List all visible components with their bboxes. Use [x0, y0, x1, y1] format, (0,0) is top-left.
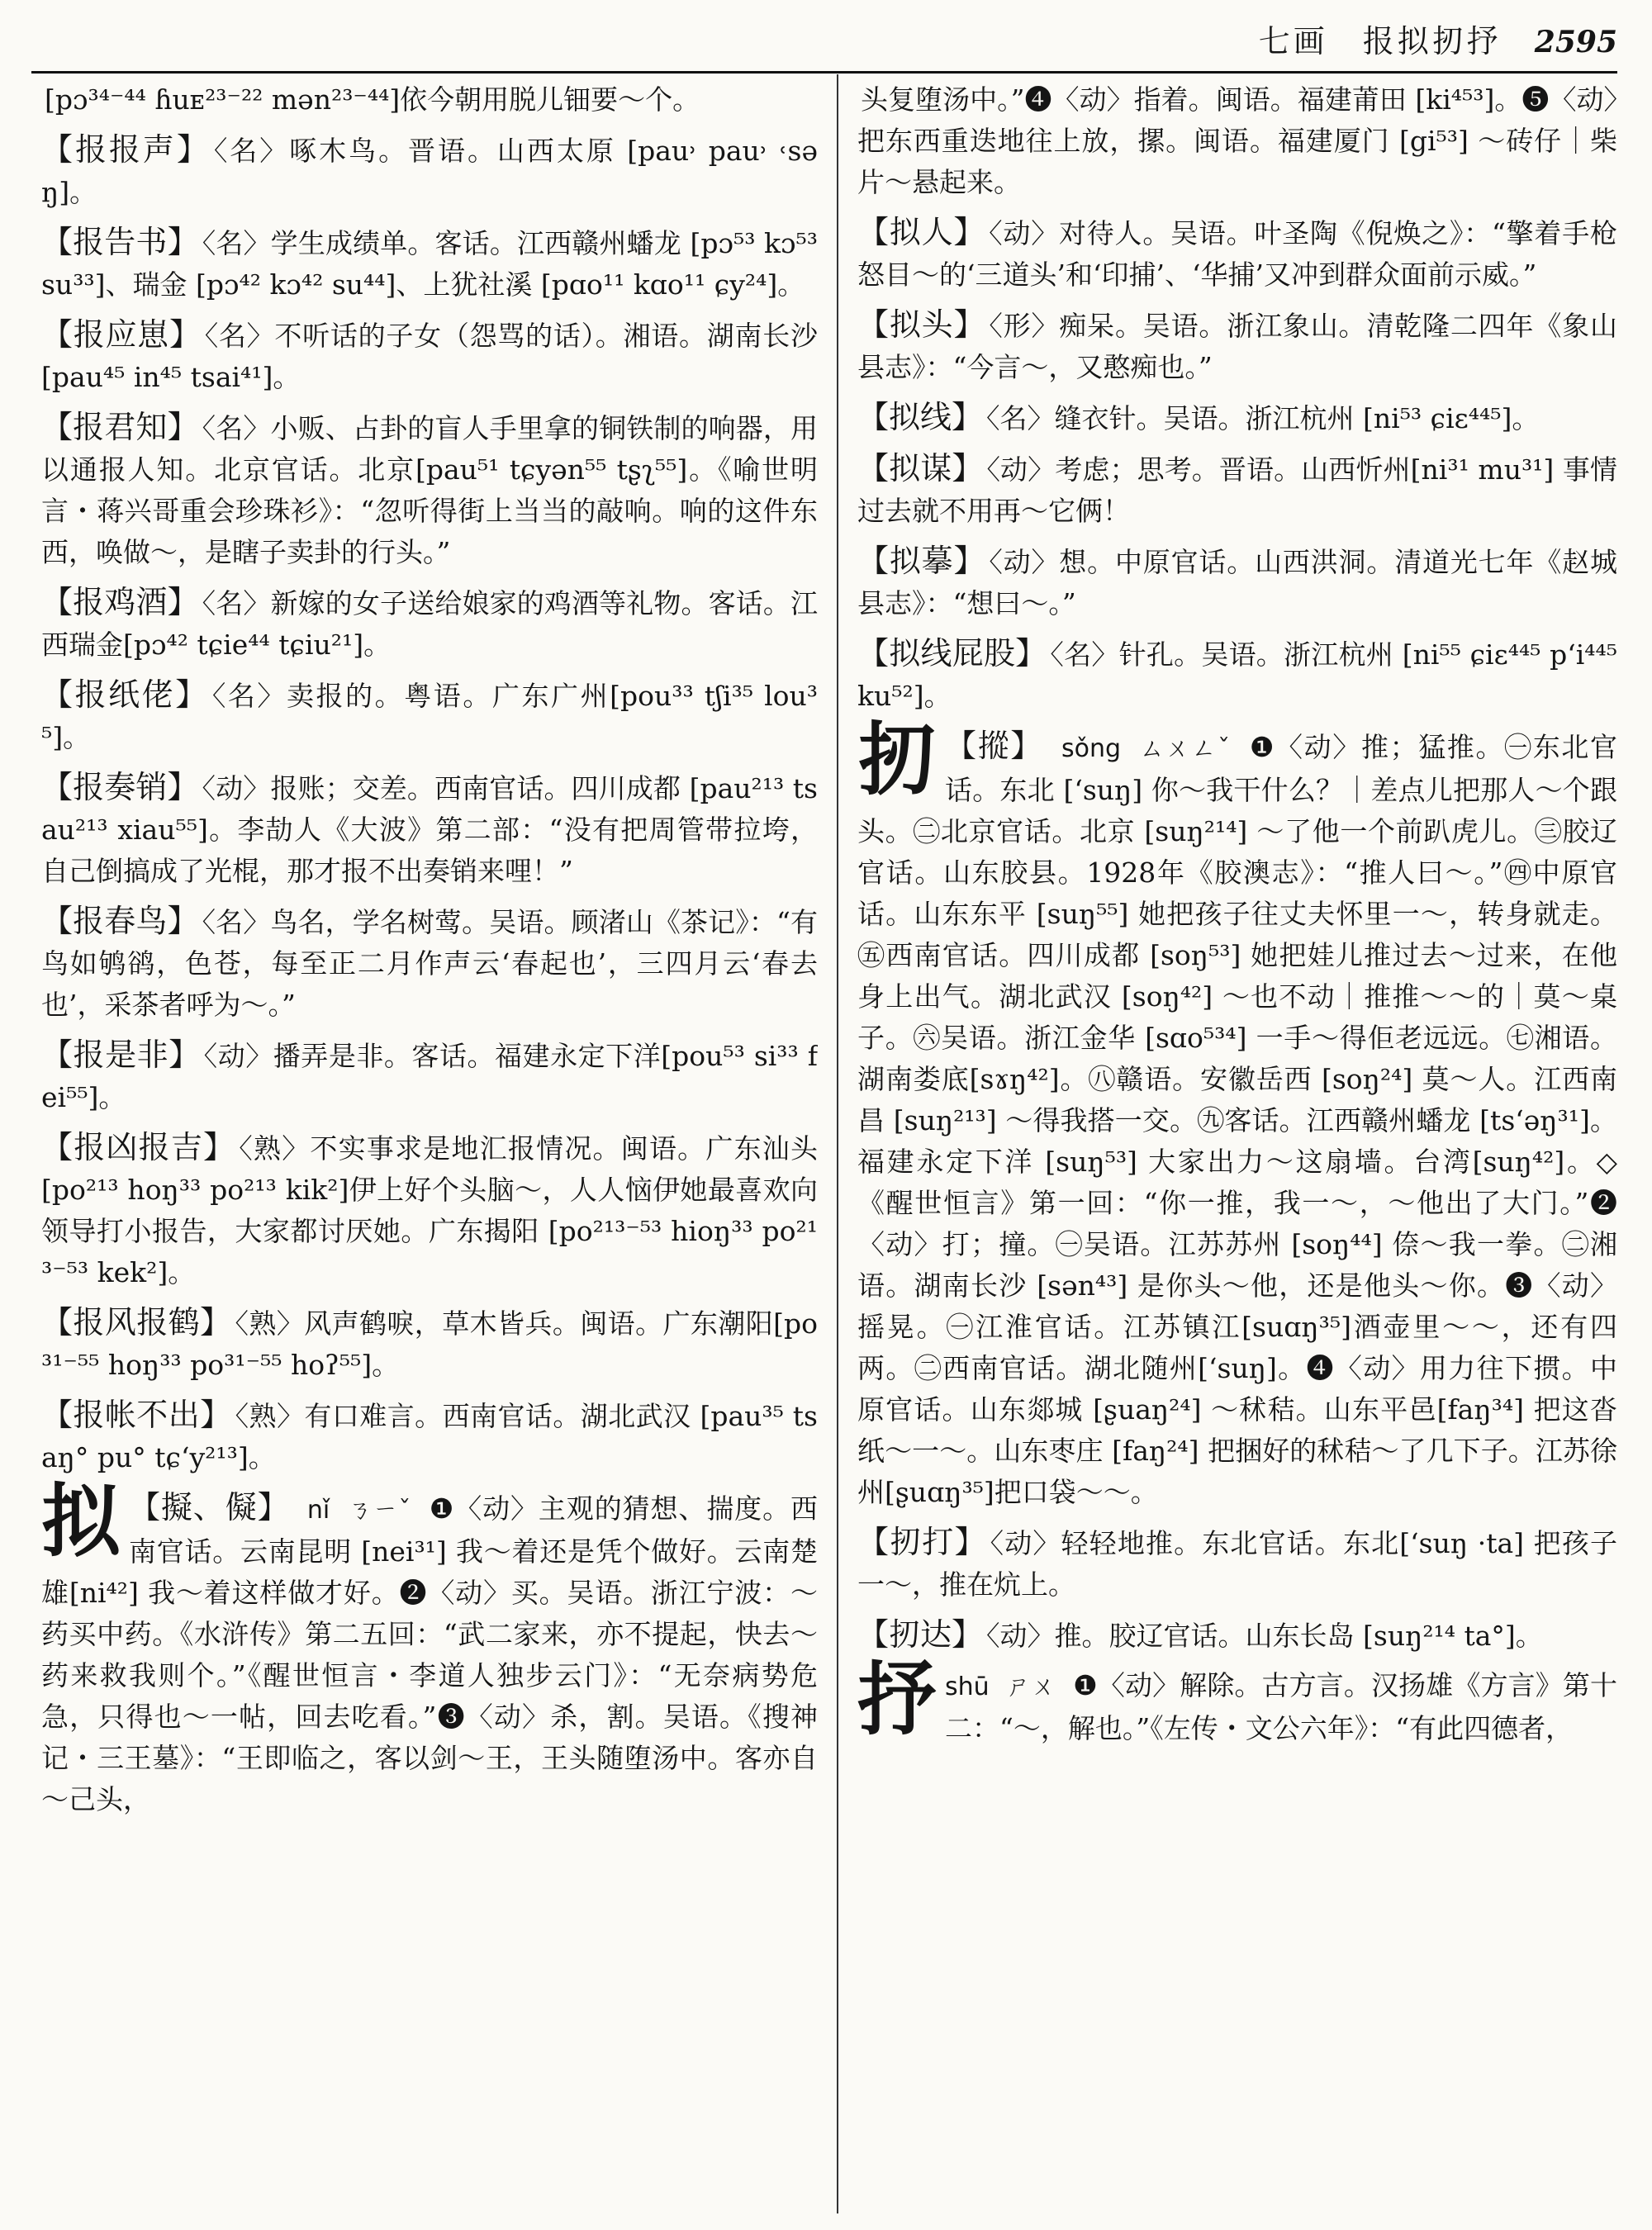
char-entry-shu	[857, 1653, 1617, 1749]
zhuyin: ㄕㄨ	[1006, 1672, 1056, 1701]
entry-definition: 〈名〉缝衣针。吴语。浙江杭州 [ni⁵³ ɕiɛ⁴⁴⁵]。	[986, 402, 1540, 434]
entry-headword: 【报君知】	[41, 409, 199, 445]
entry-headword: 【扨打】	[857, 1524, 987, 1560]
dictionary-entry	[41, 406, 818, 573]
dictionary-entry	[41, 1302, 818, 1386]
entry-definition: 〈形〉痴呆。吴语。浙江象山。清乾隆二四年《象山县志》：“今言～，又憨痴也。”	[857, 310, 1617, 383]
dictionary-entry	[857, 396, 1617, 439]
dictionary-entry	[41, 900, 818, 1026]
column-divider	[837, 74, 838, 2213]
entry-headword: 【报帐不出】	[41, 1397, 232, 1433]
entry-definition: [pɔ³⁴⁻⁴⁴ ɦuᴇ²³⁻²² mən²³⁻⁴⁴]依今朝用脱儿钿要～个。	[45, 83, 700, 116]
dictionary-entry	[41, 674, 818, 758]
dictionary-entry	[41, 129, 818, 213]
entry-headword: 【报风报鹤】	[41, 1304, 232, 1340]
dictionary-entry	[857, 1614, 1617, 1657]
char-entry-song	[857, 713, 1617, 1513]
entry-definition: 〈名〉学生成绩单。客话。江西赣州蟠龙 [pɔ⁵³ kɔ⁵³ su³³]、瑞金 [pɔ⁴² kɔ⁴² su⁴⁴]、上犹社溪 [pɑo¹¹ kɑo¹¹ ɕy²⁴]。	[41, 227, 818, 301]
right-entries	[857, 78, 1617, 717]
entry-definition: 〈名〉卖报的。粤语。广东广州[pou³³ tʃi³⁵ lou³⁵]。	[41, 680, 818, 753]
dictionary-entry	[857, 1521, 1617, 1606]
entry-headword: 【报奏销】	[41, 769, 199, 805]
entry-definition: 〈熟〉风声鹤唳，草木皆兵。闽语。广东潮阳[po³¹⁻⁵⁵ hoŋ³³ po³¹⁻⁵⁵ hoʔ⁵⁵]。	[41, 1307, 818, 1381]
entry-definition: 〈名〉啄木鸟。晋语。山西太原 [pau˒ pau˒ ˓səŋ]。	[41, 135, 818, 208]
entry-definition: 〈名〉小贩、占卦的盲人手里拿的铜铁制的响器，用以通报人知。北京官话。北京[pau⁵¹ tɕyən⁵⁵ tʂʅ⁵⁵]。《喻世明言・蒋兴哥重会珍珠衫》：“忽听得街上当当的敲响。响的这件东西，唤做～，是瞎子卖卦的行头。”	[41, 412, 818, 568]
entry-headword: 【拟线】	[857, 399, 984, 435]
pinyin: shū	[945, 1672, 990, 1701]
entry-headword: 【报告书】	[41, 224, 199, 260]
entry-definition: 〈动〉轻轻地推。东北官话。东北[ʻsuŋ ·ta] 把孩子一～，推在炕上。	[857, 1527, 1617, 1601]
dictionary-entry	[41, 1127, 818, 1293]
left-column	[41, 78, 818, 2213]
entry-headword: 【报纸佬】	[41, 676, 209, 713]
entry-headword: 【报春鸟】	[41, 903, 199, 939]
dictionary-entry	[857, 78, 1617, 203]
entry-definition: 头复堕汤中。”❹〈动〉指着。闽语。福建莆田 [ki⁴⁵³]。❺〈动〉把东西重迭地往上放，摞。闽语。福建厦门 [gi⁵³] ～砖仔｜柴片～悬起来。	[857, 83, 1617, 198]
entry-definition: 〈动〉想。中原官话。山西洪洞。清道光七年《赵城县志》：“想曰～。”	[857, 546, 1617, 619]
entry-headword: 【拟摹】	[857, 543, 986, 579]
entry-definition: 〈名〉新嫁的女子送给娘家的鸡酒等礼物。客话。江西瑞金[pɔ⁴² tɕie⁴⁴ tɕiu²¹]。	[41, 587, 818, 661]
head-character: 抒	[857, 1653, 937, 1746]
entry-headword: 【拟线屁股】	[857, 635, 1047, 671]
pinyin: sǒng	[1061, 734, 1122, 763]
entry-definition: 〈名〉不听话的子女（怨骂的话）。湘语。湖南长沙 [pau⁴⁵ in⁴⁵ tsai⁴¹]。	[41, 320, 818, 393]
right-entries-2	[857, 1521, 1617, 1657]
head-character: 拟	[41, 1474, 121, 1568]
dictionary-entry	[857, 540, 1617, 624]
entry-definition: 〈熟〉有口难言。西南官话。湖北武汉 [pau³⁵ tsaŋ° pu° tɕʻy²¹³]。	[41, 1400, 818, 1473]
dictionary-entry	[857, 304, 1617, 388]
zhuyin: ㄙㄨㄥˇ	[1139, 734, 1232, 763]
entry-headword: 【报鸡酒】	[41, 584, 199, 620]
entry-headword: 【报凶报吉】	[41, 1129, 236, 1165]
head-character: 扨	[857, 713, 937, 806]
pinyin: nǐ	[306, 1496, 330, 1525]
page-header	[826, 17, 1617, 66]
entry-headword: 【拟谋】	[857, 450, 984, 486]
entry-headword: 【报应崽】	[41, 316, 202, 353]
left-entries	[41, 78, 818, 1478]
char-entry-ni	[41, 1474, 818, 1820]
dictionary-entry	[41, 314, 818, 398]
section-title: 七画 报拟扨抒	[1258, 23, 1502, 59]
entry-definition: 〈动〉对待人。吴语。叶圣陶《倪焕之》：“擎着手枪怒目～的‘三道头’和‘印捕’、‘华捕’又冲到群众面前示威。”	[857, 217, 1617, 291]
entry-definition: 〈动〉报账；交差。西南官话。四川成都 [pau²¹³ tsau²¹³ xiau⁵⁵]。李劼人《大波》第二部：“没有把周管带拉垮，自己倒搞成了光棍，那才报不出奏销来哩！”	[41, 772, 818, 887]
entry-definition: 〈熟〉不实事求是地汇报情况。闽语。广东汕头[po²¹³ hoŋ³³ po²¹³ kik²]伊上好个头脑～，人人恼伊她最喜欢向领导打小报告，大家都讨厌她。广东揭阳 [po²¹³⁻⁵³ hioŋ³³ po²¹³⁻⁵³ kek²]。	[41, 1132, 818, 1288]
entry-headword: 【报是非】	[41, 1037, 201, 1073]
entry-headword: 【拟头】	[857, 306, 986, 343]
dictionary-entry	[41, 581, 818, 666]
variant-forms: 【摐】	[945, 728, 1043, 764]
header-rule	[31, 71, 1617, 74]
dictionary-entry	[41, 221, 818, 306]
right-column	[857, 78, 1617, 2213]
definition: ❶〈动〉解除。古方言。汉扬雄《方言》第十二：“～，解也。”《左传・文公六年》：“有此四德者，	[945, 1669, 1617, 1744]
entry-definition: 〈名〉鸟名，学名树莺。吴语。顾渚山《茶记》：“有鸟如鸲鹆，色苍，每至正二月作声云‘春起也’，三四月云‘春去也’，采茶者呼为～。”	[41, 906, 818, 1021]
entry-definition: 〈动〉播弄是非。客话。福建永定下洋[pou⁵³ si³³ fei⁵⁵]。	[41, 1040, 818, 1113]
definition: ❶〈动〉主观的猜想、揣度。西南官话。云南昆明 [nei³¹] 我～着还是凭个做好。云南楚雄[ni⁴²] 我～着这样做才好。❷〈动〉买。吴语。浙江宁波：～药买中药。《水浒传》第二五回：“武二家来，亦不提起，快去～药来救我则个。”《醒世恒言・李道人独步云门》：“无奈病势危急，只得也～一帖，回去吃看。”❸〈动〉杀，割。吴语。《搜神记・三王墓》：“王即临之，客以剑～王，王头随堕汤中。客亦自～己头，	[41, 1492, 818, 1815]
dictionary-entry	[857, 448, 1617, 532]
dictionary-entry	[41, 78, 818, 121]
dictionary-entry	[857, 633, 1617, 717]
entry-definition: 〈名〉针孔。吴语。浙江杭州 [ni⁵⁵ ɕiɛ⁴⁴⁵ pʻi⁴⁴⁵ ku⁵²]。	[857, 638, 1617, 712]
definition: ❶〈动〉推；猛推。㊀东北官话。东北 [ʻsuŋ] 你～我干什么？｜差点儿把那人～个跟头。㊁北京官话。北京 [suŋ²¹⁴] ～了他一个前趴虎儿。㊂胶辽官话。山东胶县。1928年《胶澳志》：“推人曰～。”㊃中原官话。山东东平 [suŋ⁵⁵] 她把孩子往丈夫怀里一～，转身就走。㊄西南官话。四川成都 [soŋ⁵³] 她把娃儿推过去～过来，在他身上出气。湖北武汉 [soŋ⁴²] ～也不动｜推推～～的｜莫～桌子。㊅吴语。浙江金华 [sɑo⁵³⁴] 一手～得佢老远远。㊆湘语。湖南娄底[sɤŋ⁴²]。㊇赣语。安徽岳西 [soŋ²⁴] 莫～人。江西南昌 [suŋ²¹³] ～得我搭一交。㊈客话。江西赣州蟠龙 [tsʻəŋ³¹]。福建永定下洋 [suŋ⁵³] 大家出力～这扇墙。台湾[suŋ⁴²]。◇《醒世恒言》第一回：“你一推，我一～，～他出了大门。”❷〈动〉打；撞。㊀吴语。江苏苏州 [soŋ⁴⁴] 倷～我一拳。㊁湘语。湖南长沙 [sən⁴³] 是你头～他，还是他头～你。❸〈动〉摇晃。㊀江淮官话。江苏镇江[suɑŋ³⁵]酒壶里～～，还有四两。㊁西南官话。湖北随州[ʻsuŋ]。❹〈动〉用力往下掼。中原官话。山东郯城 [ʂuaŋ²⁴] ～秫秸。山东平邑[faŋ³⁴] 把这沓纸～一～。山东枣庄 [faŋ²⁴] 把捆好的秫秸～了几下子。江苏徐州[ʂuɑŋ³⁵]把口袋～～。	[857, 731, 1617, 1508]
entry-headword: 【报报声】	[41, 131, 211, 168]
entry-definition: 〈动〉推。胶辽官话。山东长岛 [suŋ²¹⁴ ta°]。	[986, 1620, 1543, 1652]
dictionary-entry	[857, 211, 1617, 296]
entry-headword: 【扨达】	[857, 1616, 984, 1653]
entry-headword: 【拟人】	[857, 214, 986, 250]
dictionary-entry	[41, 1034, 818, 1118]
entry-definition: 〈动〉考虑；思考。晋语。山西忻州[ni³¹ mu³¹] 事情过去就不用再～它俩！	[857, 453, 1617, 527]
zhuyin: ㄋㄧˇ	[347, 1496, 412, 1525]
dictionary-entry	[41, 766, 818, 892]
dictionary-entry	[41, 1394, 818, 1478]
page-number: 2595	[1534, 25, 1617, 59]
variant-forms: 【擬、儗】	[129, 1489, 290, 1525]
